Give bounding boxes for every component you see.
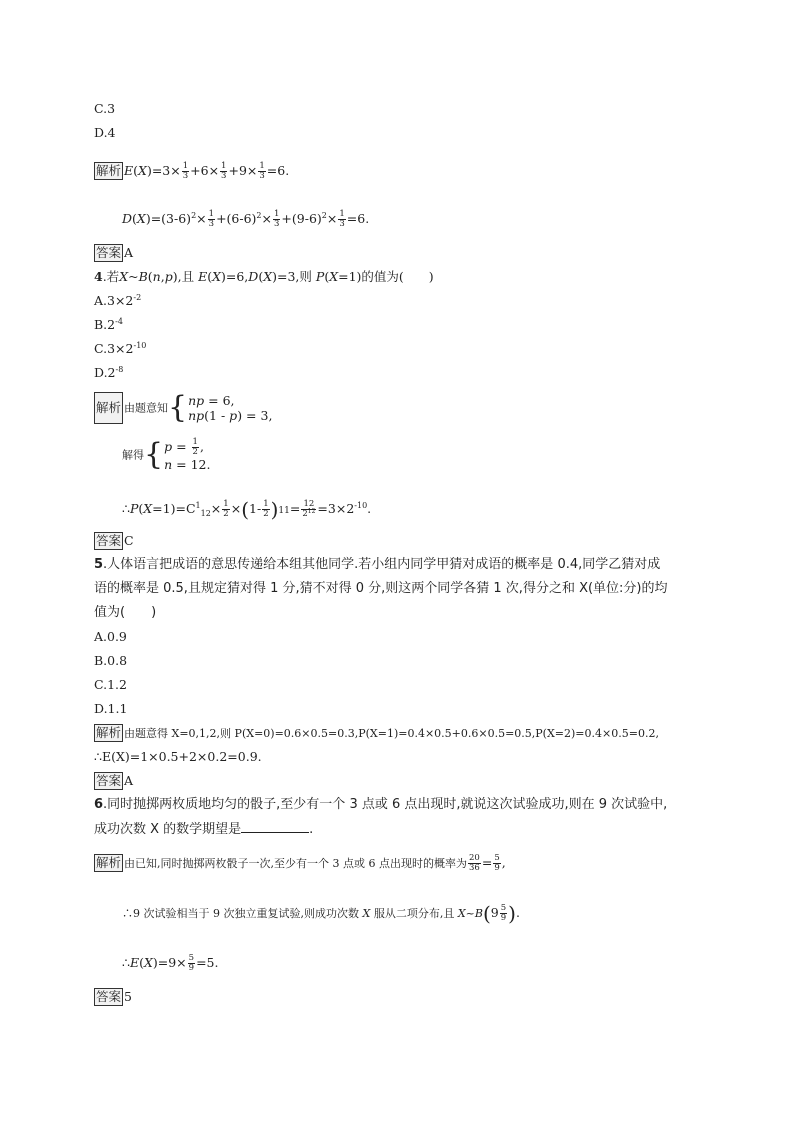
answer-label: 答案 xyxy=(96,773,122,788)
q5-answer xyxy=(94,772,133,790)
q6-stem-line1 xyxy=(94,796,667,814)
stem-text: .若 xyxy=(102,269,120,284)
fraction: $\frac{1}{3}$ xyxy=(339,209,345,229)
q4-solution-system1: 解析 由题意知{ np = 6, np(1 - p) = 3, xyxy=(96,390,273,425)
option-d xyxy=(94,124,116,142)
stem-text: .人体语言把成语的意思传递给本组其他同学.若小组内同学甲猜对成语的概率是 0.4,同学乙猜对成 xyxy=(103,557,661,572)
fraction: $\frac{12}{2^{12}}$ xyxy=(302,499,316,519)
answer-label: 答案 xyxy=(96,245,122,260)
fraction: $\frac{5}{9}$ xyxy=(500,903,507,923)
option-c: $C.3\times 2^{-10}$ xyxy=(94,341,147,356)
q3-solution-line2: $D(X)=(3-6)^2\times$ $\frac{1}{3}$ $+(6-6)^2\times$ $\frac{1}{3}$ $+(9-6)^2\times$ $\frac{1}{3}$ =6. xyxy=(122,209,370,229)
fraction: $\frac{1}{3}$ xyxy=(208,209,215,229)
q3-solution-line1: 解析 E(X)=3× $\frac{1}{3}$ +6× $\frac{1}{3}$ +9× $\frac{1}{3}$ =6. xyxy=(96,161,290,181)
brace-icon: { xyxy=(168,390,188,425)
q5-stem-line3: 值为( ) xyxy=(94,605,157,620)
fraction: $\frac{1}{3}$ xyxy=(274,209,280,229)
q4-stem: 4.若X~B(n,p),且 E(X)=6,D(X)=3,则 P(X=1)的值为( ) xyxy=(94,269,434,284)
option-d-text: D.4 xyxy=(94,125,116,140)
q3-answer xyxy=(94,244,133,262)
q5-solution-line2: ∴E(X)=1×0.5+2×0.2=0.9. xyxy=(94,749,262,764)
option-c: C.1.2 xyxy=(94,677,127,692)
solution-text: 解得 xyxy=(122,448,144,462)
stem-text: . xyxy=(309,822,314,837)
question-number: 6 xyxy=(94,797,104,812)
option-a: A.0.9 xyxy=(94,629,127,644)
stem-text: .同时抛掷两枚质地均匀的骰子,至少有一个 3 点或 6 点出现时,就说这次试验成功,则在 9 次试验中, xyxy=(103,797,668,812)
q5-stem-line1 xyxy=(94,556,660,574)
q4-solution-final: $\therefore P(X=1)=C^1_{12}\times$ $\frac{1}{2}$ ×(1- $\frac{1}{2}$ )11= $\frac{12}{2^{12}}$ $=3\times 2^{-10}$. xyxy=(122,497,372,522)
q6-solution-line3: ∴E(X)=9× $\frac{5}{9}$ =5. xyxy=(122,953,219,973)
q5-solution-line1 xyxy=(94,724,659,743)
q6-answer xyxy=(94,988,132,1006)
option-c xyxy=(94,100,115,118)
answer-value: A xyxy=(124,245,134,260)
stem-text: 成功次数 X 的数学期望是 xyxy=(94,822,242,837)
answer-value: A xyxy=(124,773,134,788)
fraction: $\frac{1}{3}$ xyxy=(221,161,227,181)
q4-solution-system2: 解得{ p = $\frac{1}{2}$ , n = 12. xyxy=(122,437,211,472)
answer-label: 答案 xyxy=(96,533,122,548)
q6-solution-line2: ∴9 次试验相当于 9 次独立重复试验,则成功次数 X 服从二项分布,且 X~B(9 $\frac{5}{9}$ ). xyxy=(122,901,520,926)
q4-answer xyxy=(94,532,134,550)
option-b: B.0.8 xyxy=(94,653,128,668)
stem-text: ,则 xyxy=(295,269,312,284)
solution-label: 解析 xyxy=(94,392,123,424)
option-c-text: C.3 xyxy=(94,101,116,116)
question-number: 4 xyxy=(94,269,103,284)
fraction: $\frac{1}{3}$ xyxy=(259,161,265,181)
fraction: $\frac{20}{36}$ xyxy=(469,853,480,873)
option-b: $B.2^{-4}$ xyxy=(94,317,123,332)
question-number: 5 xyxy=(94,557,104,572)
brace-icon: { xyxy=(144,437,164,472)
fraction: $\frac{1}{3}$ xyxy=(182,161,189,181)
option-a: $A.3\times 2^{-2}$ xyxy=(94,293,142,308)
q6-solution-line1: 解析 由已知,同时抛掷两枚骰子一次,至少有一个 3 点或 6 点出现时的概率为 $\frac{20}{36}$ = $\frac{5}{9}$ , xyxy=(96,853,506,873)
stem-text: 的值为( ) xyxy=(361,269,434,284)
solution-label: 解析 xyxy=(96,725,122,740)
fraction: $\frac{1}{2}$ xyxy=(223,499,229,519)
solution-text: 由题意得 X=0,1,2,则 P(X=0)=0.6×0.5=0.3,P(X=1)=0.4×0.5+0.6×0.5=0.5,P(X=2)=0.4×0.5=0.2, xyxy=(124,727,659,740)
solution-label: 解析 xyxy=(96,163,122,178)
solution-text: 由题意知 xyxy=(124,401,169,415)
solution-label: 解析 xyxy=(96,855,122,870)
answer-value: 5 xyxy=(124,989,132,1004)
answer-blank xyxy=(241,820,309,833)
q6-stem-line2 xyxy=(94,820,313,839)
fraction: $\frac{1}{2}$ xyxy=(192,437,198,457)
fraction: $\frac{5}{9}$ xyxy=(494,853,500,873)
option-d: D.1.1 xyxy=(94,701,128,716)
answer-label: 答案 xyxy=(96,989,122,1004)
stem-text: ,且 xyxy=(177,269,195,284)
option-d: $D.2^{-8}$ xyxy=(94,365,124,380)
fraction: $\frac{5}{9}$ xyxy=(188,953,195,973)
fraction: $\frac{1}{2}$ xyxy=(263,499,269,519)
q5-stem-line2: 语的概率是 0.5,且规定猜对得 1 分,猜不对得 0 分,则这两个同学各猜 1 次,得分之和 X(单位:分)的均 xyxy=(94,581,668,596)
answer-value: C xyxy=(124,533,134,548)
